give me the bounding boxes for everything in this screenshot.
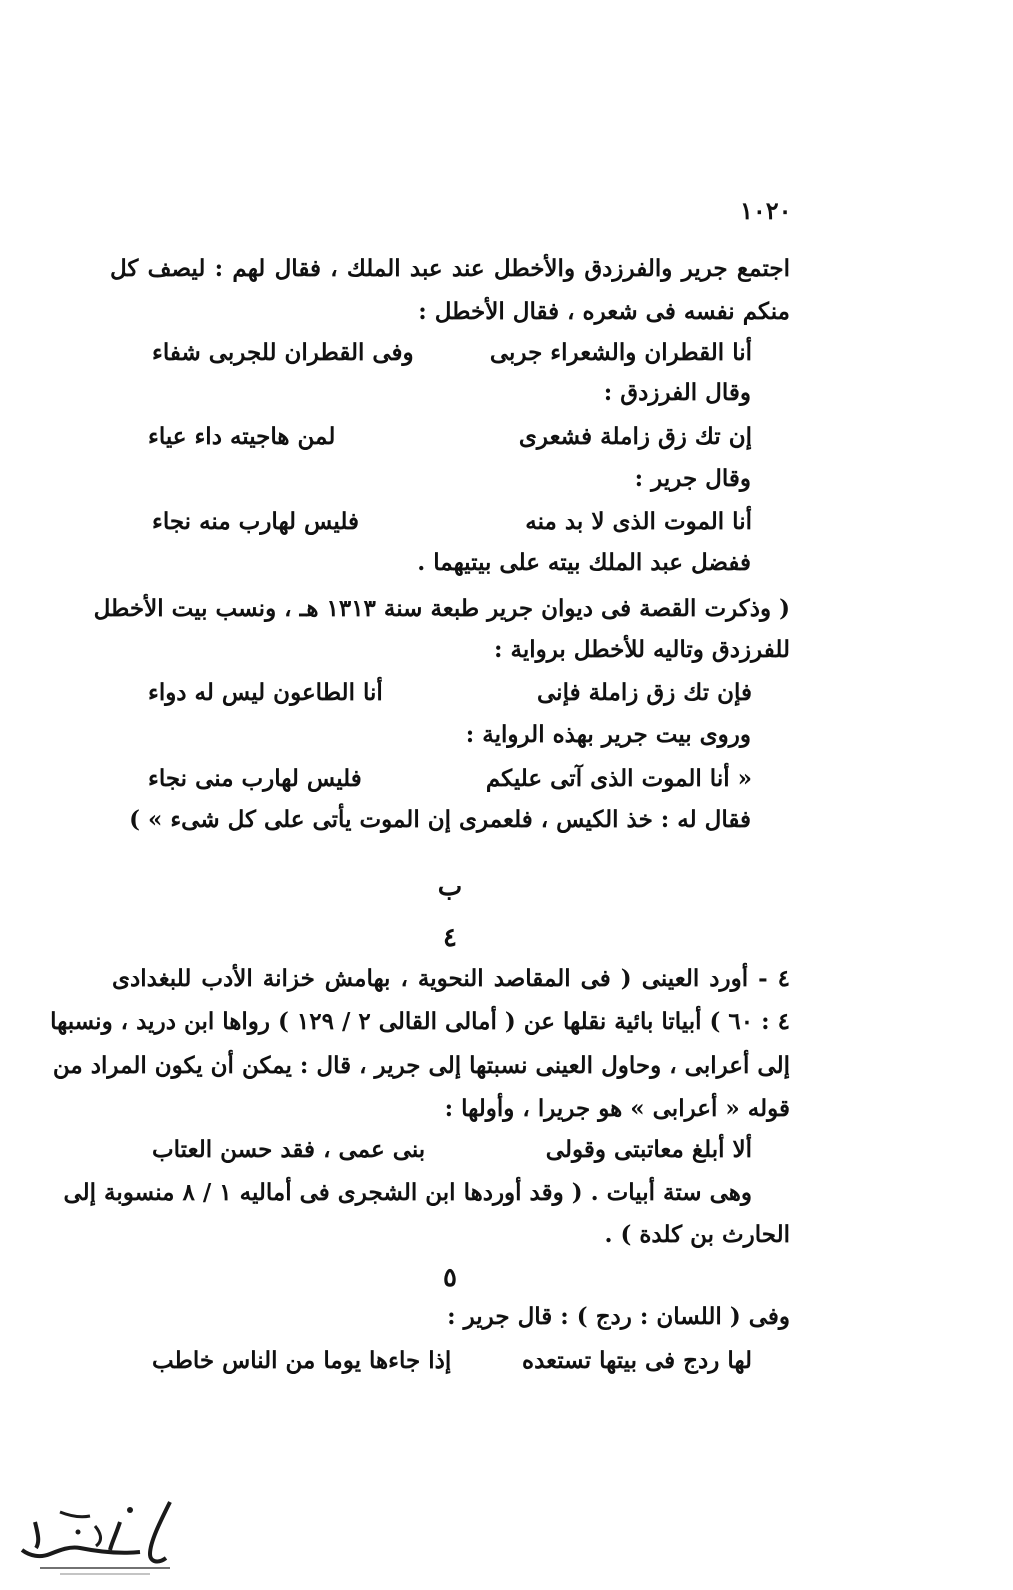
body-line-1: اجتمع جرير والفرزدق والأخطل عند عبد الملك ، فقال لهم : ليصف كل xyxy=(110,255,790,282)
verse-farazdaq-alt xyxy=(148,676,752,710)
verse-akhtal xyxy=(152,336,752,370)
section-4-line-4: قوله « أعرابى » هو جريرا ، وأولها : xyxy=(444,1095,790,1122)
body-line-5: ففضل عبد الملك بيته على بيتيهما . xyxy=(417,549,751,576)
verse-jarir-alt xyxy=(148,762,752,796)
body-line-7: للفرزدق وتاليه للأخطل برواية : xyxy=(493,636,790,663)
body-line-4: وقال جرير : xyxy=(634,465,751,492)
verse-jarir xyxy=(152,505,752,539)
verse-hemistich: فليس لهارب منى نجاء xyxy=(148,765,362,792)
section-heading-4: ٤ xyxy=(443,923,457,953)
verse-4 xyxy=(152,1133,752,1167)
verse-hemistich: ألا أبلغ معاتبتى وقولى xyxy=(545,1136,752,1163)
section-4-line-2: ٤ : ٦٠ ) أبياتا بائية نقلها عن ( أمالى القالى ٢ / ١٢٩ ) رواها ابن دريد ، ونسبها xyxy=(50,1008,790,1035)
verse-hemistich: لمن هاجيته داء عياء xyxy=(148,423,336,450)
section-4-line-6: الحارث بن كلدة ) . xyxy=(604,1221,790,1248)
verse-hemistich: بنى عمى ، فقد حسن العتاب xyxy=(152,1136,426,1163)
section-letter: ب xyxy=(437,872,463,902)
verse-hemistich: فإن تك زق زاملة فإنى xyxy=(537,679,752,706)
section-5-line: وفى ( اللسان : ردج ) : قال جرير : xyxy=(447,1303,790,1330)
verse-hemistich: لها ردج فى بيتها تستعده xyxy=(522,1347,752,1374)
body-line-8: وروى بيت جرير بهذه الرواية : xyxy=(465,721,751,748)
section-4-line-3: إلى أعرابى ، وحاول العينى نسبتها إلى جرير ، قال : يمكن أن يكون المراد من xyxy=(52,1052,790,1079)
body-line-2: منكم نفسه فى شعره ، فقال الأخطل : xyxy=(418,298,790,325)
body-line-6: ( وذكرت القصة فى ديوان جرير طبعة سنة ١٣١٣ هـ ، ونسب بيت الأخطل xyxy=(93,595,790,622)
verse-hemistich: أنا القطران والشعراء جربى xyxy=(489,339,752,366)
verse-hemistich: إذا جاءها يوما من الناس خاطب xyxy=(152,1347,452,1374)
section-heading-5: ٥ xyxy=(443,1263,457,1293)
section-4-line-1: ٤ - أورد العينى ( فى المقاصد النحوية ، بهامش خزانة الأدب للبغدادى xyxy=(112,965,790,992)
verse-hemistich: وفى القطران للجربى شفاء xyxy=(152,339,414,366)
verse-farazdaq xyxy=(148,420,752,454)
library-watermark-logo xyxy=(0,1482,190,1582)
section-4-line-5: وهى ستة أبيات . ( وقد أوردها ابن الشجرى فى أماليه ١ / ٨ منسوبة إلى xyxy=(63,1179,752,1206)
verse-hemistich: إن تك زق زاملة فشعرى xyxy=(518,423,752,450)
body-line-9: فقال له : خذ الكيس ، فلعمرى إن الموت يأتى على كل شىء » ) xyxy=(129,806,751,833)
verse-hemistich: أنا الطاعون ليس له دواء xyxy=(148,679,383,706)
verse-hemistich: فليس لهارب منه نجاء xyxy=(152,508,359,535)
verse-5 xyxy=(152,1344,752,1378)
verse-hemistich: أنا الموت الذى لا بد منه xyxy=(525,508,752,535)
verse-hemistich: « أنا الموت الذى آتى عليكم xyxy=(485,765,752,792)
body-line-3: وقال الفرزدق : xyxy=(603,379,751,406)
page-number: ١٠٢٠ xyxy=(740,196,792,225)
watermark-calligraphy-icon xyxy=(0,1482,190,1582)
